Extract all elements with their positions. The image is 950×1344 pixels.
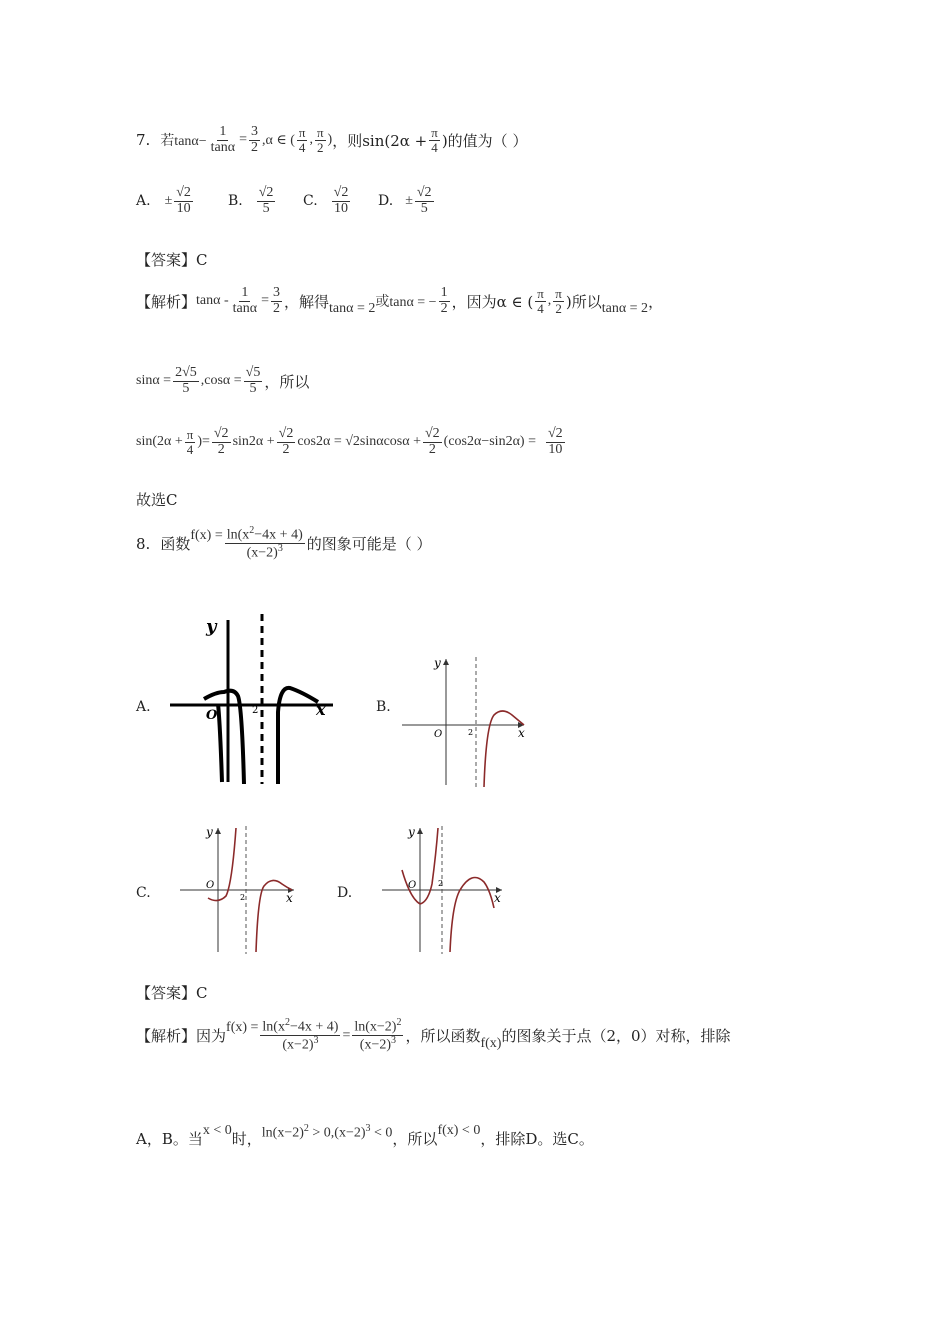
q7-analysis-line2: sinα = $\frac{2√5}{5}$ ,cosα = $\frac{√5}{5}$ ，所以 bbox=[136, 365, 310, 396]
svg-text:O: O bbox=[206, 880, 215, 891]
q7-conclusion: 故选C bbox=[136, 491, 178, 509]
svg-text:x: x bbox=[286, 891, 293, 905]
q8-graph-d bbox=[380, 824, 506, 956]
svg-text:x: x bbox=[316, 700, 326, 719]
q8-function-fraction: $\frac{\ln(x^2-4x + 4)}{(x-2)^3}$ bbox=[226, 525, 303, 561]
q7-option-b: B. $\frac{√2}{5}$ bbox=[228, 185, 274, 216]
svg-text:2: 2 bbox=[438, 879, 444, 888]
svg-text:O: O bbox=[434, 729, 443, 740]
q8-option-b-label: B. bbox=[376, 699, 391, 715]
q8-option-d-label: D. bbox=[337, 885, 353, 901]
svg-text:2: 2 bbox=[240, 893, 246, 902]
q7-frac2: $\frac{3}{2}$ bbox=[251, 124, 259, 155]
q8-stem: 8. 函数 f(x) = $\frac{\ln(x^2-4x + 4)}{(x-2)^3}$ 的图象可能是（ ） bbox=[136, 525, 432, 561]
svg-text:O: O bbox=[206, 708, 218, 723]
q7-analysis-line1: 【解析】 tanα - $\frac{1}{\tan\alpha}$ = $\frac{3}{2}$ ，解得 tanα = 2 或tanα = − $\frac{1}{2}$ ，因为α ∈ ( $\frac{\pi}{4}$ , $\frac{\pi}{2}$ )所以 tanα = 2 ， bbox=[136, 285, 664, 317]
svg-text:y: y bbox=[408, 825, 415, 839]
q8-graph-c bbox=[178, 824, 298, 956]
q7-answer: 【答案】C bbox=[136, 251, 208, 269]
q8-option-c-label: C. bbox=[136, 885, 151, 901]
q8-analysis-line2: A，B。当 x < 0 时， $\ln(x-2)^2 > 0,(x-2)^3 < 0$ ，所以 f(x) < 0 ，排除D。选C。 bbox=[136, 1122, 594, 1148]
q7-frac1: $\frac{1}{\tan\alpha}$ bbox=[210, 124, 236, 155]
q8-option-a-label: A. bbox=[136, 699, 151, 715]
q7-number: 7. bbox=[136, 131, 151, 150]
q7-option-c: C. $\frac{√2}{10}$ bbox=[303, 185, 349, 216]
q8-analysis-line1: 【解析】 因为 f(x) = $\frac{\ln(x^2-4x + 4)}{(x-2)^3}$ = $\frac{\ln(x-2)^2}{(x-2)^3}$ ，所以函数 f(x) 的图象关于点（2，0）对称，排除 bbox=[136, 1017, 731, 1053]
q7-option-a: A. ± $\frac{√2}{10}$ bbox=[136, 185, 191, 216]
svg-text:x: x bbox=[518, 726, 525, 740]
svg-text:x: x bbox=[494, 891, 501, 905]
q7-stem: 7. 若tanα− $\frac{1}{\tan\alpha}$ = $\frac{3}{2}$ ,α ∈ ( $\frac{\pi}{4}$ , $\frac{\pi}{2}$ ) ，则sin(2α + $\frac{\pi}{4}$ )的值为（ ） bbox=[136, 124, 528, 155]
svg-text:2: 2 bbox=[468, 728, 474, 737]
q7-option-d: D. ± $\frac{√2}{5}$ bbox=[378, 185, 432, 216]
q8-answer: 【答案】C bbox=[136, 984, 208, 1002]
q8-graph-a bbox=[168, 612, 338, 787]
svg-text:y: y bbox=[206, 616, 217, 637]
q7-analysis-line3: sin(2α + $\frac{\pi}{4}$ )= $\frac{√2}{2}$ sin2α + $\frac{√2}{2}$ cos2α = √2sinαcosα + $\frac{√2}{2}$ (cos 2 α−sin 2 α) = $\frac{√2}{10}$ bbox=[136, 426, 563, 457]
svg-text:O: O bbox=[408, 880, 417, 891]
svg-text:y: y bbox=[206, 825, 213, 839]
q8-graph-b bbox=[400, 655, 530, 790]
svg-text:y: y bbox=[434, 656, 441, 670]
svg-text:2: 2 bbox=[252, 705, 259, 716]
